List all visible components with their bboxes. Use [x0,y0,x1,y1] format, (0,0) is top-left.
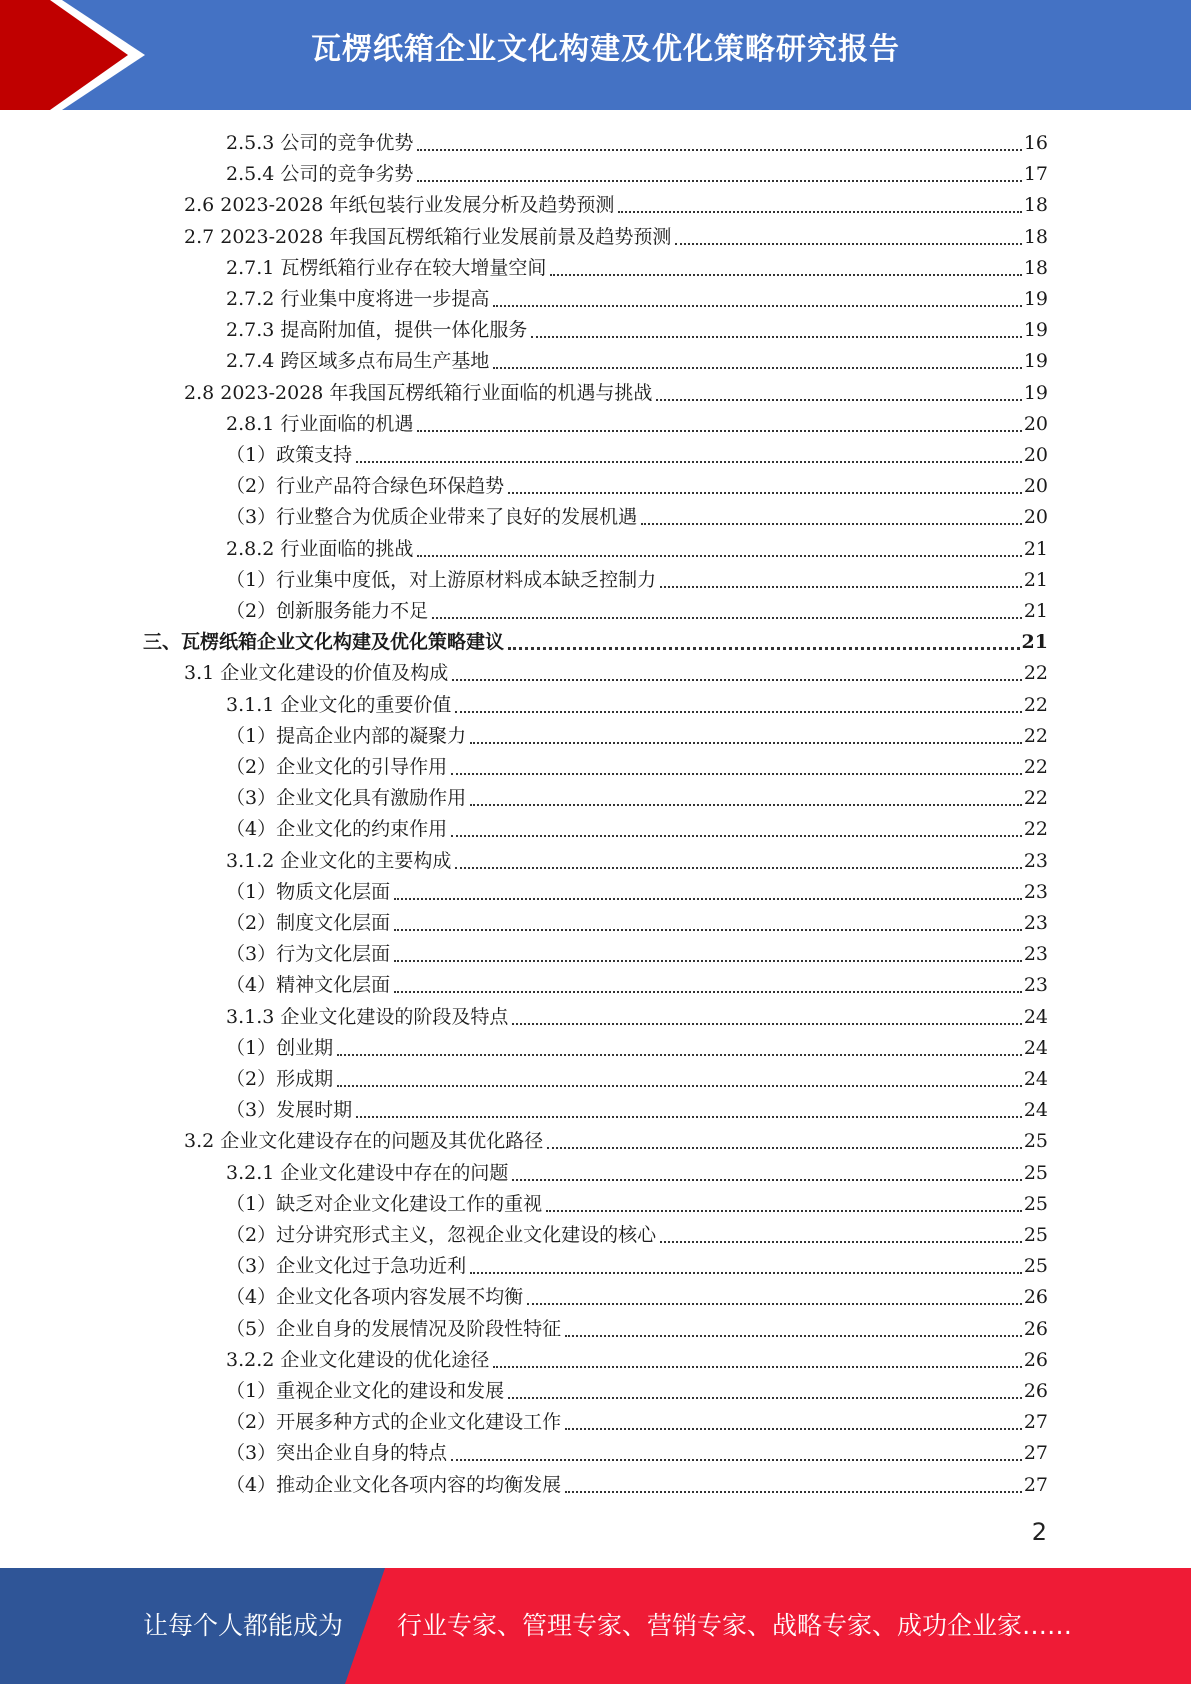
toc-entry-label: （2）形成期 [226,1068,334,1090]
footer-slogan-right: 行业专家、管理专家、营销专家、战略专家、成功企业家…… [397,1611,1073,1640]
toc-entry[interactable] [226,1002,1048,1033]
toc-entry-page: 21 [1021,631,1048,653]
toc-entry-label: 2.8.2 行业面临的挑战 [226,538,414,560]
toc-entry[interactable] [226,502,1048,533]
toc-entry-label: （3）突出企业自身的特点 [226,1442,448,1464]
page-header [0,0,1191,110]
toc-entry-page: 25 [1023,1193,1048,1215]
toc-entry-page: 21 [1023,538,1048,560]
toc-entry[interactable] [226,534,1048,565]
toc-entry[interactable] [226,1158,1048,1189]
toc-entry[interactable] [226,128,1048,159]
toc-entry-label: （2）开展多种方式的企业文化建设工作 [226,1411,562,1433]
toc-entry-page: 26 [1023,1286,1048,1308]
toc-dot-leader [508,647,1020,650]
toc-entry[interactable] [226,159,1048,190]
toc-entry-page: 24 [1023,1068,1048,1090]
toc-entry-label: （2）过分讲究形式主义，忽视企业文化建设的核心 [226,1224,657,1246]
toc-entry[interactable] [226,1314,1048,1345]
toc-entry[interactable] [226,1033,1048,1064]
toc-dot-leader [547,1147,1022,1149]
toc-entry-label: 2.5.4 公司的竞争劣势 [226,163,414,185]
toc-entry-page: 20 [1023,444,1048,466]
toc-entry-page: 27 [1023,1474,1048,1496]
toc-dot-leader [452,679,1022,681]
toc-entry[interactable] [226,690,1048,721]
toc-entry[interactable] [184,658,1048,689]
toc-entry-page: 23 [1023,912,1048,934]
toc-dot-leader [417,149,1021,151]
toc-entry-label: （3）企业文化过于急功近利 [226,1255,467,1277]
toc-entry-label: （5）企业自身的发展情况及阶段性特征 [226,1318,562,1340]
toc-entry-page: 24 [1023,1006,1048,1028]
toc-entry-page: 25 [1023,1224,1048,1246]
toc-entry-label: 3.2 企业文化建设存在的问题及其优化路径 [184,1130,544,1152]
toc-entry-label: 2.8 2023-2028 年我国瓦楞纸箱行业面临的机遇与挑战 [184,382,653,404]
toc-entry-page: 22 [1023,725,1048,747]
toc-entry-label: （1）缺乏对企业文化建设工作的重视 [226,1193,543,1215]
toc-entry[interactable] [226,253,1048,284]
toc-dot-leader [550,274,1021,276]
toc-dot-leader [470,804,1022,806]
toc-dot-leader [508,492,1022,494]
toc-dot-leader [394,960,1022,962]
toc-entry-page: 20 [1023,413,1048,435]
toc-entry-label: （3）企业文化具有激励作用 [226,787,467,809]
toc-entry-label: 2.7.2 行业集中度将进一步提高 [226,288,490,310]
toc-entry[interactable] [226,721,1048,752]
toc-dot-leader [470,1272,1022,1274]
toc-entry-label: 2.7 2023-2028 年我国瓦楞纸箱行业发展前景及趋势预测 [184,226,672,248]
toc-entry[interactable] [226,783,1048,814]
toc-entry-page: 23 [1023,850,1048,872]
toc-entry-page: 19 [1023,319,1048,341]
toc-entry-label: （3）发展时期 [226,1099,353,1121]
toc-dot-leader [512,1023,1021,1025]
toc-entry[interactable] [226,970,1048,1001]
toc-entry[interactable] [226,1095,1048,1126]
toc-dot-leader [675,243,1021,245]
toc-entry[interactable] [226,1438,1048,1469]
toc-dot-leader [565,1491,1022,1493]
toc-entry-page: 22 [1023,818,1048,840]
toc-entry[interactable] [226,284,1048,315]
toc-entry-label: 三、瓦楞纸箱企业文化构建及优化策略建议 [143,631,505,653]
toc-entry-page: 23 [1023,943,1048,965]
toc-entry-label: 2.7.1 瓦楞纸箱行业存在较大增量空间 [226,257,547,279]
toc-entry-label: 3.1.2 企业文化的主要构成 [226,850,452,872]
toc-entry-page: 27 [1023,1442,1048,1464]
toc-dot-leader [493,1366,1021,1368]
toc-entry-label: 2.7.4 跨区域多点布局生产基地 [226,350,490,372]
toc-entry[interactable] [226,565,1048,596]
toc-entry-page: 19 [1023,288,1048,310]
toc-dot-leader [432,617,1022,619]
toc-entry-label: 2.5.3 公司的竞争优势 [226,132,414,154]
toc-dot-leader [417,555,1021,557]
toc-dot-leader [656,399,1021,401]
toc-entry-label: （4）企业文化各项内容发展不均衡 [226,1286,524,1308]
toc-entry-label: （1）重视企业文化的建设和发展 [226,1380,505,1402]
toc-entry[interactable] [226,1064,1048,1095]
toc-entry-page: 26 [1023,1380,1048,1402]
toc-dot-leader [512,1179,1021,1181]
toc-dot-leader [470,742,1022,744]
toc-entry-page: 26 [1023,1318,1048,1340]
toc-entry-label: 3.1.3 企业文化建设的阶段及特点 [226,1006,509,1028]
toc-entry[interactable] [226,440,1048,471]
toc-entry-label: （1）创业期 [226,1037,334,1059]
toc-entry-page: 22 [1023,694,1048,716]
toc-entry[interactable] [184,378,1048,409]
toc-entry-page: 27 [1023,1411,1048,1433]
toc-entry-label: 3.2.1 企业文化建设中存在的问题 [226,1162,509,1184]
toc-dot-leader [531,336,1021,338]
toc-dot-leader [356,461,1022,463]
toc-entry-page: 26 [1023,1349,1048,1371]
page-number: 2 [1031,1518,1047,1546]
toc-entry-page: 16 [1023,132,1048,154]
toc-entry-page: 24 [1023,1037,1048,1059]
toc-entry-page: 21 [1023,600,1048,622]
toc-dot-leader [451,835,1022,837]
toc-dot-leader [618,211,1021,213]
toc-dot-leader [394,898,1022,900]
toc-entry[interactable] [226,1220,1048,1251]
toc-entry-label: （2）企业文化的引导作用 [226,756,448,778]
toc-dot-leader [641,523,1022,525]
toc-dot-leader [565,1428,1022,1430]
toc-entry-label: 3.2.2 企业文化建设的优化途径 [226,1349,490,1371]
toc-entry-page: 25 [1023,1162,1048,1184]
toc-entry[interactable] [226,814,1048,845]
toc-entry[interactable] [226,1189,1048,1220]
toc-entry[interactable] [226,596,1048,627]
toc-entry-label: （2）创新服务能力不足 [226,600,429,622]
toc-entry-page: 25 [1023,1130,1048,1152]
toc-dot-leader [417,180,1021,182]
toc-entry-page: 22 [1023,756,1048,778]
toc-entry-page: 22 [1023,662,1048,684]
toc-entry[interactable] [226,752,1048,783]
toc-entry-label: （1）政策支持 [226,444,353,466]
toc-entry-label: 2.6 2023-2028 年纸包装行业发展分析及趋势预测 [184,194,615,216]
toc-entry-page: 19 [1023,350,1048,372]
toc-entry-label: （4）推动企业文化各项内容的均衡发展 [226,1474,562,1496]
toc-dot-leader [337,1054,1022,1056]
toc-dot-leader [546,1210,1022,1212]
toc-entry[interactable] [226,846,1048,877]
toc-entry[interactable] [226,877,1048,908]
toc-entry-page: 17 [1023,163,1048,185]
toc-entry-page: 18 [1023,257,1048,279]
toc-dot-leader [337,1085,1022,1087]
toc-entry-label: （2）制度文化层面 [226,912,391,934]
toc-dot-leader [451,1459,1022,1461]
toc-dot-leader [660,1241,1022,1243]
toc-entry-page: 24 [1023,1099,1048,1121]
toc-dot-leader [565,1335,1022,1337]
toc-entry-label: （4）企业文化的约束作用 [226,818,448,840]
toc-dot-leader [493,305,1021,307]
toc-entry-page: 23 [1023,881,1048,903]
toc-entry-page: 19 [1023,382,1048,404]
toc-entry-label: （1）行业集中度低，对上游原材料成本缺乏控制力 [226,569,657,591]
toc-entry[interactable] [226,1470,1048,1501]
toc-entry-page: 18 [1023,226,1048,248]
toc-entry-label: （4）精神文化层面 [226,974,391,996]
toc-dot-leader [455,711,1021,713]
toc-dot-leader [493,367,1021,369]
toc-entry-label: 3.1 企业文化建设的价值及构成 [184,662,449,684]
toc-entry[interactable] [143,627,1048,658]
toc-entry[interactable] [226,1407,1048,1438]
toc-entry-page: 20 [1023,475,1048,497]
toc-entry[interactable] [184,190,1048,221]
toc-entry[interactable] [226,939,1048,970]
toc-entry-label: （3）行为文化层面 [226,943,391,965]
toc-entry[interactable] [226,346,1048,377]
toc-dot-leader [527,1303,1022,1305]
toc-dot-leader [508,1397,1022,1399]
toc-entry[interactable] [226,471,1048,502]
toc-entry-label: 2.8.1 行业面临的机遇 [226,413,414,435]
toc-entry-page: 25 [1023,1255,1048,1277]
toc-entry[interactable] [226,409,1048,440]
footer-slogan-left: 让每个人都能成为 [143,1611,344,1640]
toc-entry[interactable] [184,222,1048,253]
toc-entry-label: 3.1.1 企业文化的重要价值 [226,694,452,716]
toc-entry[interactable] [226,1345,1048,1376]
toc-dot-leader [417,430,1021,432]
toc-entry-label: （1）物质文化层面 [226,881,391,903]
toc-dot-leader [394,929,1022,931]
toc-entry[interactable] [226,1282,1048,1313]
toc-entry[interactable] [226,315,1048,346]
toc-dot-leader [455,867,1021,869]
toc-dot-leader [394,991,1022,993]
toc-entry-page: 22 [1023,787,1048,809]
report-title: 瓦楞纸箱企业文化构建及优化策略研究报告 [311,32,900,67]
page-footer [0,1568,1191,1684]
toc-entry-label: （3）行业整合为优质企业带来了良好的发展机遇 [226,506,638,528]
toc-entry[interactable] [226,1251,1048,1282]
toc-entry-page: 18 [1023,194,1048,216]
toc-entry[interactable] [226,908,1048,939]
toc-entry-label: 2.7.3 提高附加值，提供一体化服务 [226,319,528,341]
toc-entry[interactable] [226,1376,1048,1407]
toc-entry-page: 23 [1023,974,1048,996]
toc-entry-label: （1）提高企业内部的凝聚力 [226,725,467,747]
toc-dot-leader [660,586,1022,588]
toc-entry-page: 20 [1023,506,1048,528]
toc-dot-leader [356,1116,1022,1118]
toc-entry-page: 21 [1023,569,1048,591]
toc-entry-label: （2）行业产品符合绿色环保趋势 [226,475,505,497]
toc-entry[interactable] [184,1126,1048,1157]
toc-dot-leader [451,773,1022,775]
